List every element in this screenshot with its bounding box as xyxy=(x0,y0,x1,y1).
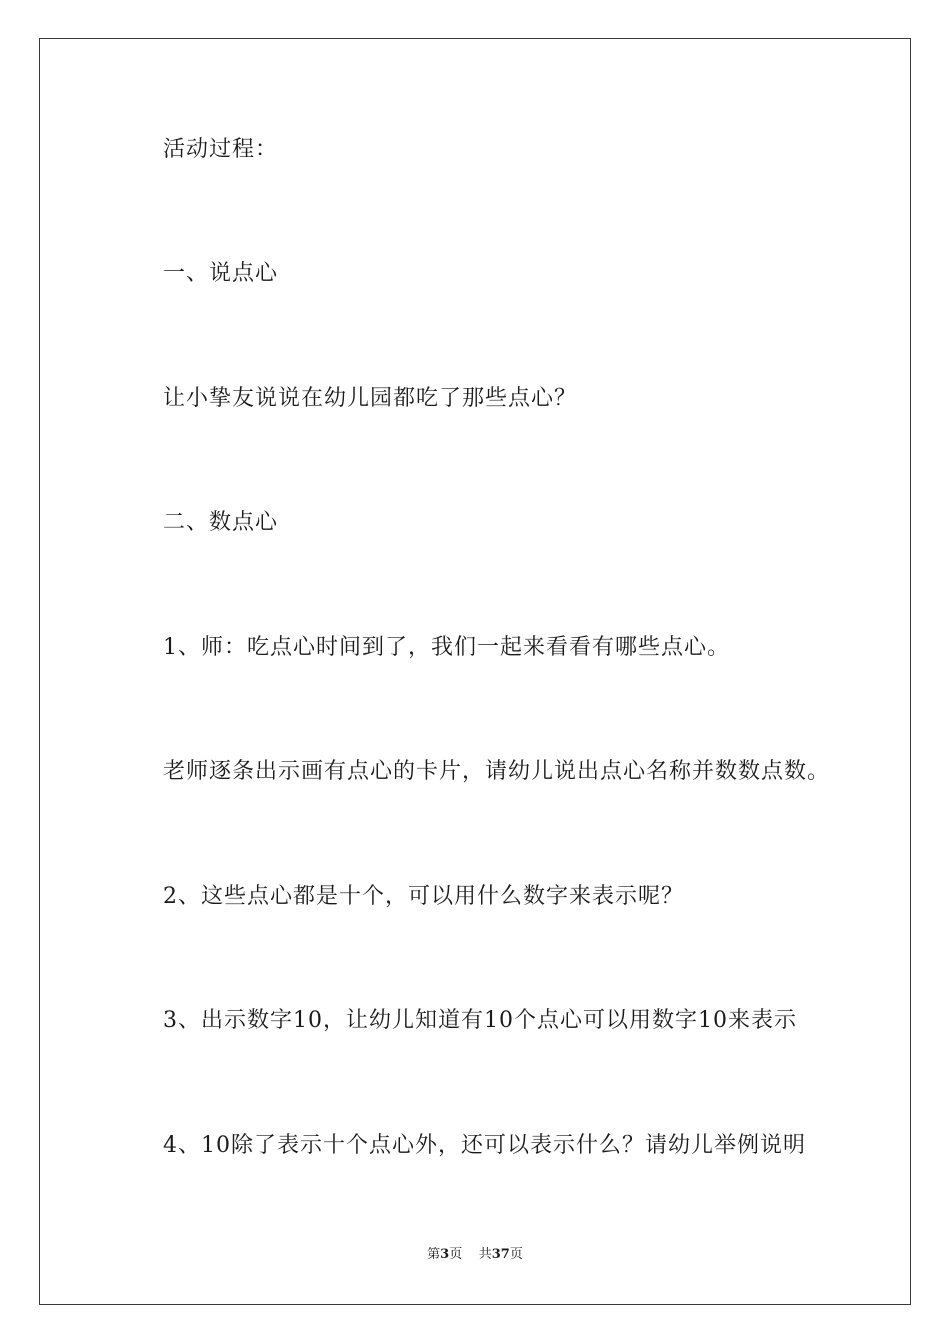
section-heading-2: 二、数点心 xyxy=(163,510,279,535)
footer-page-suffix: 页 xyxy=(449,1247,463,1262)
page-footer xyxy=(0,1246,950,1264)
footer-total-prefix: 共 xyxy=(478,1247,492,1262)
paragraph-line: 让小挚友说说在幼儿园都吃了那些点心？ xyxy=(163,386,578,411)
section-heading-process: 活动过程： xyxy=(163,137,279,162)
paragraph-line: 2、这些点心都是十个，可以用什么数字来表示呢？ xyxy=(163,884,684,909)
footer-page-number: 3 xyxy=(440,1247,450,1262)
footer-page-prefix: 第 xyxy=(427,1247,441,1262)
footer-total-pages: 37 xyxy=(491,1247,510,1262)
paragraph-line: 3、出示数字10，让幼儿知道有10个点心可以用数字10来表示 xyxy=(163,1008,797,1033)
paragraph-line: 4、10除了表示十个点心外，还可以表示什么？请幼儿举例说明 xyxy=(163,1133,806,1158)
paragraph-line: 1、师：吃点心时间到了，我们一起来看看有哪些点心。 xyxy=(163,635,730,660)
section-heading-1: 一、说点心 xyxy=(163,261,279,286)
paragraph-line: 老师逐条出示画有点心的卡片，请幼儿说出点心名称并数数点数。 xyxy=(163,759,831,784)
page-frame xyxy=(39,38,911,1305)
footer-total-suffix: 页 xyxy=(509,1247,523,1262)
